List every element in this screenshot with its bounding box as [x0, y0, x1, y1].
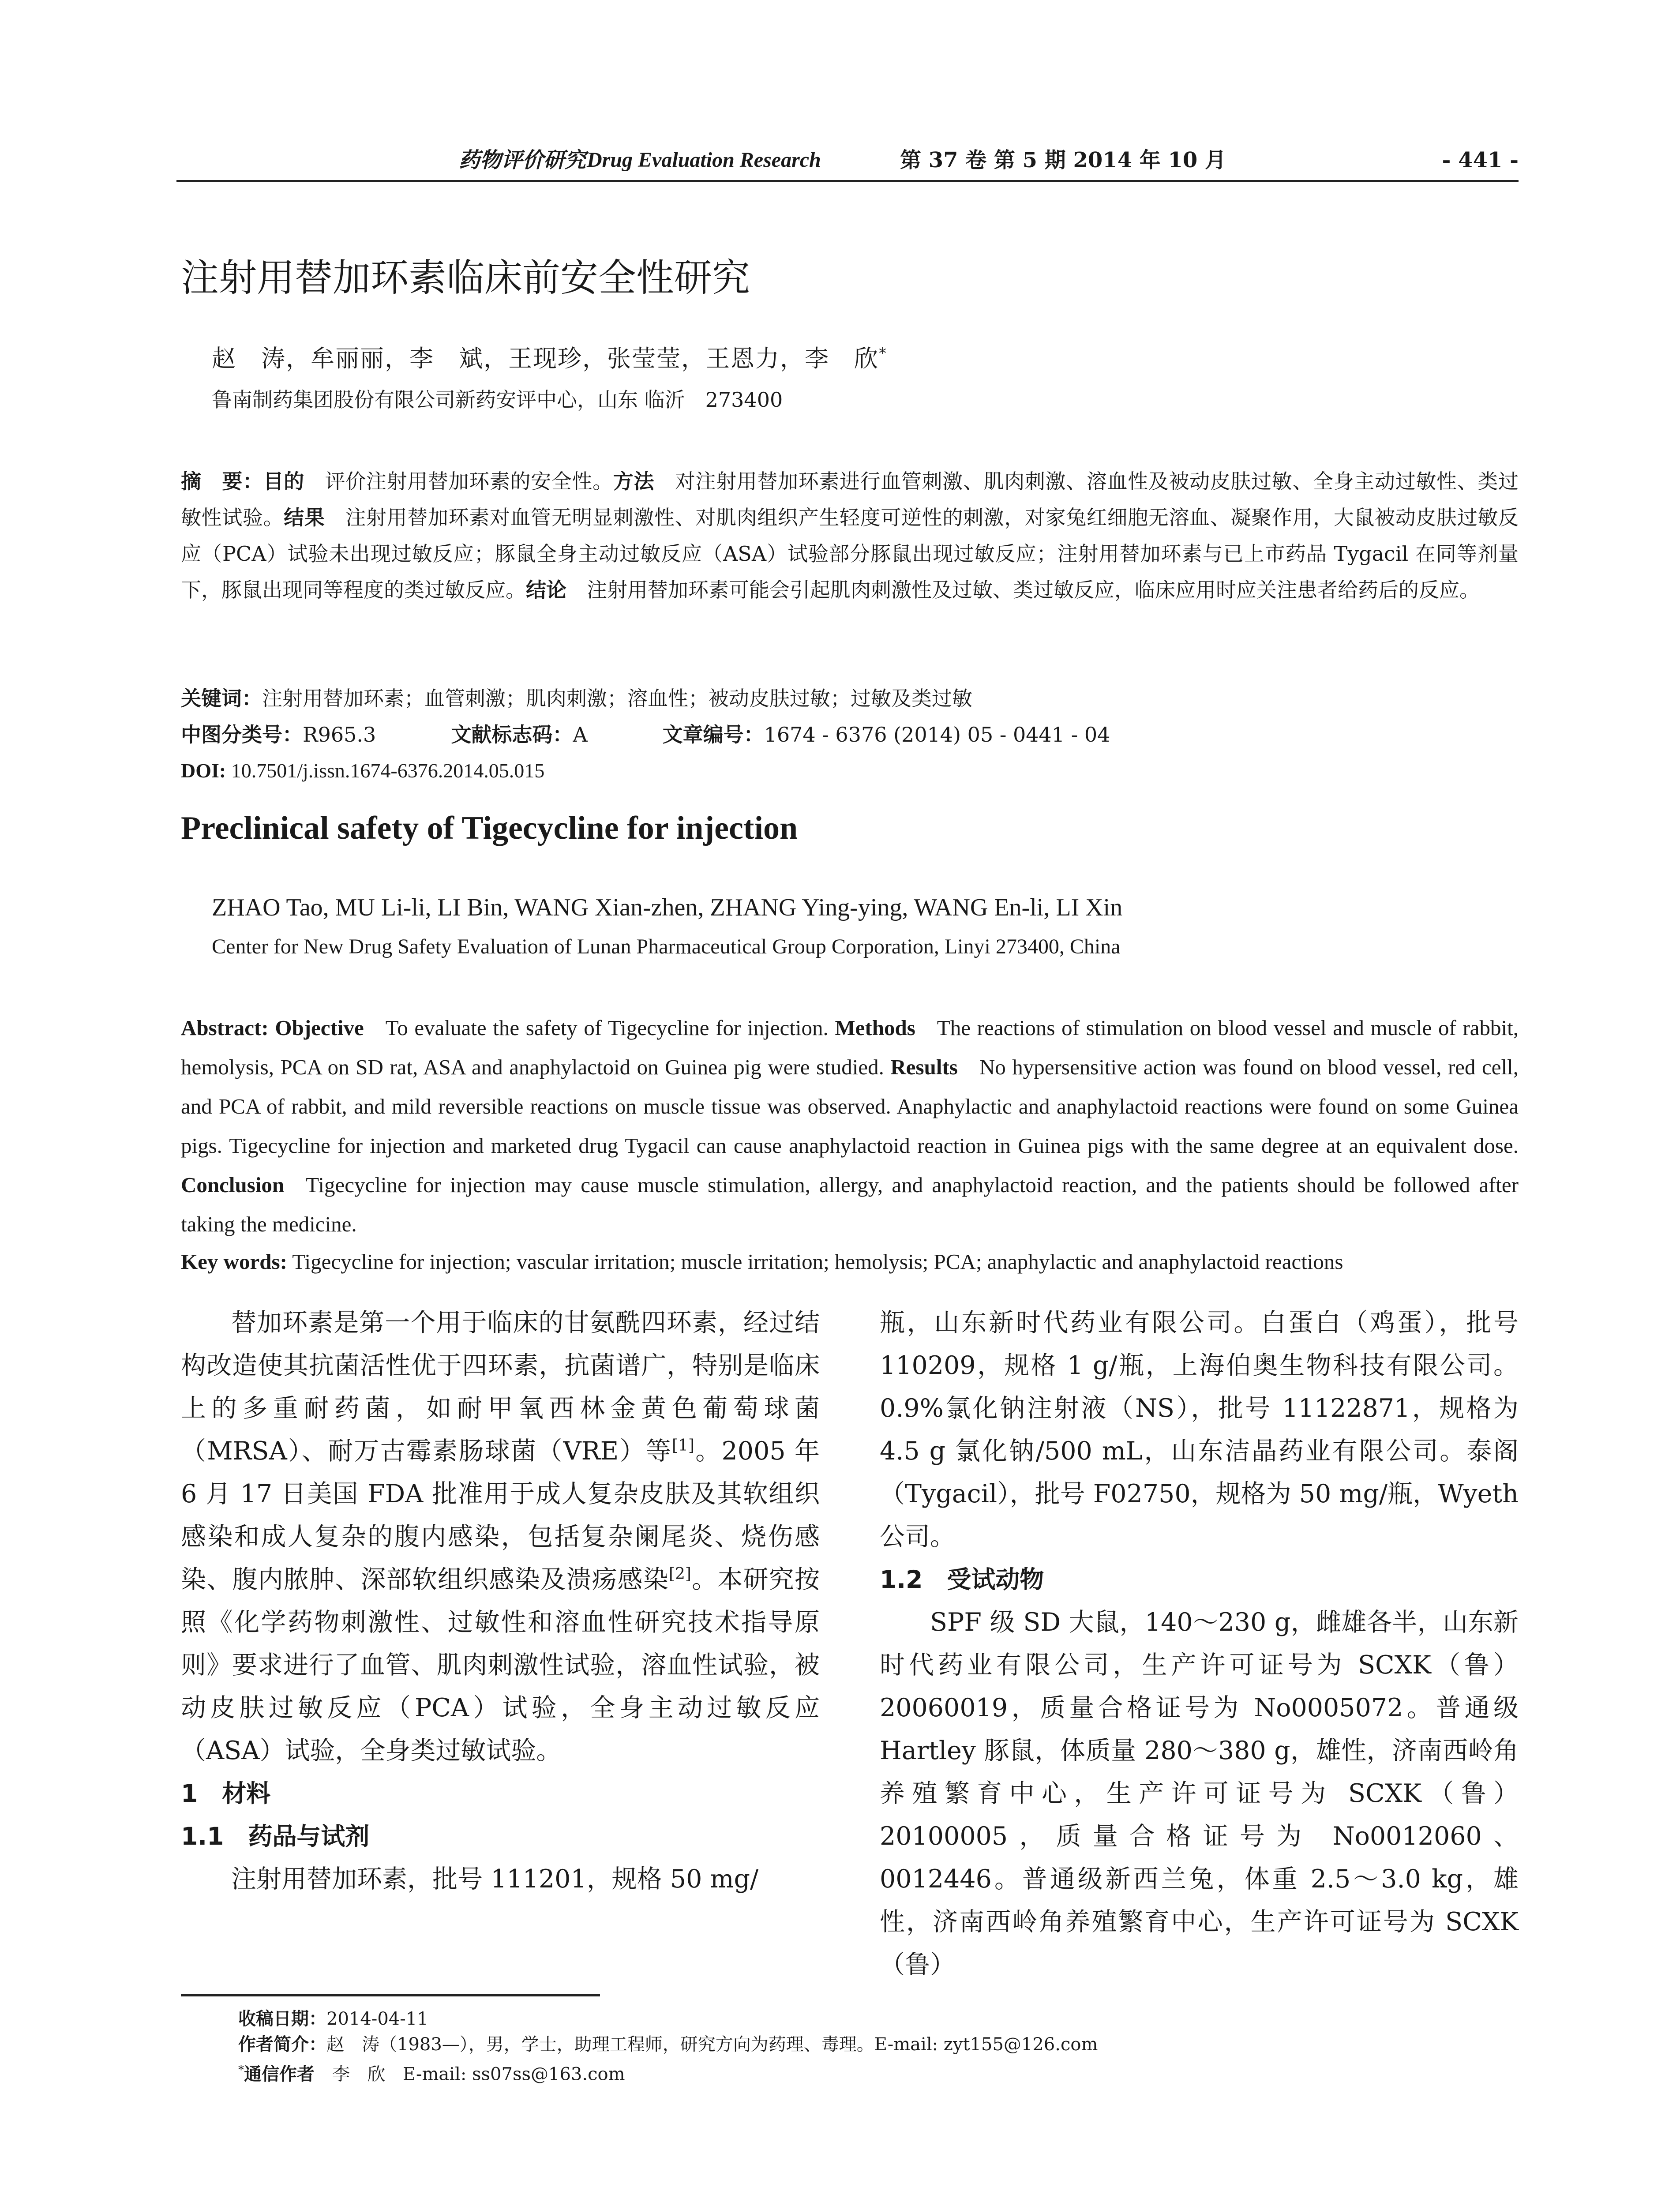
classification-line	[181, 717, 1110, 753]
conclusion-en: Tigecycline for injection may cause muscle stimulation, allergy, and anaphylactoid reaction, and the patients should be followed after taking the medicine.	[181, 1173, 1519, 1236]
article-no-value: 1674 - 6376 (2014) 05 - 0441 - 04	[764, 723, 1110, 747]
conclusion-en-label: Conclusion	[181, 1173, 285, 1197]
running-header	[176, 140, 1519, 182]
citation-1: [1]	[672, 1437, 694, 1455]
objective-en: To evaluate the safety of Tigecycline for injection.	[385, 1016, 829, 1040]
article-title-cn: 注射用替加环素临床前安全性研究	[181, 256, 750, 300]
conclusion-cn: 注射用替加环素可能会引起肌肉刺激性及过敏、类过敏反应，临床应用时应关注患者给药后的反应。	[587, 578, 1480, 602]
intro-text-2: 。2005 年 6 月 17 日美国 FDA 批准用于成人复杂皮肤及其软组织感染和成人复杂的腹内感染，包括复杂阑尾炎、烧伤感染、腹内脓肿、深部软组织感染及溃疡感染	[181, 1437, 820, 1594]
corr-label: 通信作者	[244, 2064, 315, 2085]
animals-paragraph: SPF 级 SD 大鼠，140～230 g，雌雄各半，山东新时代药业有限公司，生产许可证号为 SCXK（鲁）20060019，质量合格证号为 No0005072。普通级 Hartley 豚鼠，体质量 280～380 g，雄性，济南西岭角养殖繁育中心，生产许可证号为 SCXK（鲁）20100005，质量合格证号为 No0012060、0012446。普通级新西兰兔，体重 2.5～3.0 kg，雄性，济南西岭角养殖繁育中心，生产许可证号为 SCXK（鲁）	[880, 1608, 1519, 1979]
author-list-en: ZHAO Tao, MU Li-li, LI Bin, WANG Xian-zhen, ZHANG Ying-ying, WANG En-li, LI Xin	[212, 894, 1123, 921]
received-label: 收稿日期：	[238, 2009, 326, 2029]
abstract-cn	[181, 463, 1519, 608]
doi-line	[181, 753, 544, 789]
citation-2: [2]	[668, 1565, 691, 1583]
footnote-divider	[181, 1994, 600, 1996]
intro-text-1: 替加环素是第一个用于临床的甘氨酰四环素，经过结构改造使其抗菌活性优于四环素，抗菌谱广，特别是临床上的多重耐药菌，如耐甲氧西林金黄色葡萄球菌（MRSA）、耐万古霉素肠球菌（VRE）等	[181, 1308, 820, 1466]
methods-cn-label: 方法	[613, 469, 655, 493]
journal-name-en: Drug Evaluation Research	[587, 148, 821, 172]
keywords-cn-text: 注射用替加环素；血管刺激；肌肉刺激；溶血性；被动皮肤过敏；过敏及类过敏	[262, 687, 972, 710]
keywords-cn	[181, 680, 972, 717]
footnote-corresponding	[238, 2058, 625, 2086]
drugs-paragraph-start: 注射用替加环素，批号 111201，规格 50 mg/	[231, 1865, 759, 1894]
article-no-label: 文章编号：	[662, 723, 764, 747]
doi-value: 10.7501/j.issn.1674-6376.2014.05.015	[231, 759, 545, 782]
page-number: - 441 -	[1442, 148, 1519, 173]
objective-cn-label: 目的	[263, 469, 304, 493]
results-cn-label: 结果	[284, 506, 325, 529]
section-heading-1: 1 材料	[181, 1779, 271, 1808]
journal-logo-cn: 药物评价研究	[459, 148, 586, 173]
results-en: No hypersensitive action was found on blood vessel, red cell, and PCA of rabbit, and mild reversible reactions on muscle tissue was observed. Anaphylactic and anaphylactoid reactions were found on some Guinea pigs. Tigecycline for injection and marketed drug Tygacil can cause anaphylactoid reaction in Guinea pigs with the same degree at an equivalent dose.	[181, 1055, 1519, 1158]
affiliation-cn: 鲁南制药集团股份有限公司新药安评中心，山东 临沂 273400	[212, 388, 783, 412]
bio-label: 作者简介：	[238, 2034, 326, 2055]
corr-mark: *	[238, 2063, 244, 2077]
methods-en: The reactions of stimulation on blood vessel and muscle of rabbit, hemolysis, PCA on SD rat, ASA and anaphylactoid on Guinea pig were studied.	[181, 1016, 1519, 1079]
conclusion-cn-label: 结论	[526, 578, 566, 602]
objective-cn: 评价注射用替加环素的安全性。	[324, 469, 613, 493]
author-list-cn	[212, 340, 887, 374]
issue-info: 第 37 卷 第 5 期 2014 年 10 月	[900, 148, 1226, 173]
results-en-label: Results	[890, 1055, 958, 1079]
footnote-author-bio	[238, 2032, 1098, 2057]
corr-text: 李 欣 E-mail: ss07ss@163.com	[332, 2064, 625, 2085]
article-title-en: Preclinical safety of Tigecycline for injection	[181, 810, 798, 846]
keywords-en-label: Key words:	[181, 1249, 287, 1274]
doc-code-label: 文献标志码：	[451, 723, 573, 747]
methods-cn: 对注射用替加环素进行血管刺激、肌肉刺激、溶血性及被动皮肤过敏、全身主动过敏性、类过敏性试验。	[181, 469, 1519, 529]
methods-en-label: Methods	[835, 1016, 915, 1040]
body-column-left	[181, 1302, 820, 1901]
affiliation-en: Center for New Drug Safety Evaluation of Lunan Pharmaceutical Group Corporation, Linyi 273400, China	[212, 935, 1121, 958]
bio-text: 赵 涛（1983—），男，学士，助理工程师，研究方向为药理、毒理。E-mail: zyt155@126.com	[326, 2034, 1098, 2055]
objective-en-label: Objective	[275, 1016, 364, 1040]
doi-label: DOI:	[181, 759, 226, 782]
intro-paragraph	[181, 1302, 820, 1772]
keywords-en	[181, 1242, 1519, 1281]
corresponding-mark: *	[879, 345, 887, 362]
results-cn: 注射用替加环素对血管无明显刺激性、对肌肉组织产生轻度可逆性的刺激，对家兔红细胞无溶血、凝聚作用，大鼠被动皮肤过敏反应（PCA）试验未出现过敏反应；豚鼠全身主动过敏反应（ASA）试验部分豚鼠出现过敏反应；注射用替加环素与已上市药品 Tygacil 在同等剂量下，豚鼠出现同等程度的类过敏反应。	[181, 506, 1519, 602]
keywords-en-text: Tigecycline for injection; vascular irritation; muscle irritation; hemolysis; PCA; anaphylactic and anaphylactoid reactions	[292, 1249, 1343, 1274]
clc-label: 中图分类号：	[181, 723, 303, 747]
intro-text-3: 。本研究按照《化学药物刺激性、过敏性和溶血性研究技术指导原则》要求进行了血管、肌肉刺激性试验，溶血性试验，被动皮肤过敏反应（PCA）试验，全身主动过敏反应（ASA）试验，全身类过敏试验。	[181, 1565, 820, 1765]
clc-value: R965.3	[303, 723, 376, 747]
authors-cn-text: 赵 涛，牟丽丽，李 斌，王现珍，张莹莹，王恩力，李 欣	[212, 345, 879, 372]
keywords-cn-label: 关键词：	[181, 687, 262, 710]
abstract-en	[181, 1008, 1519, 1244]
drugs-paragraph-cont: 瓶，山东新时代药业有限公司。白蛋白（鸡蛋），批号 110209，规格 1 g/瓶，上海伯奥生物科技有限公司。0.9%氯化钠注射液（NS），批号 11122871，规格为 4.5 g 氯化钠/500 mL，山东洁晶药业有限公司。泰阁（Tygacil），批号 F02750，规格为 50 mg/瓶，Wyeth 公司。	[880, 1308, 1519, 1551]
abstract-cn-label: 摘 要：	[181, 469, 263, 493]
abstract-en-label: Abstract:	[181, 1016, 269, 1040]
section-heading-1-2: 1.2 受试动物	[880, 1565, 1044, 1594]
received-date: 2014-04-11	[326, 2009, 428, 2029]
footnote-received	[238, 2007, 428, 2031]
section-heading-1-1: 1.1 药品与试剂	[181, 1822, 370, 1850]
body-column-right	[880, 1302, 1519, 1986]
doc-code-value: A	[573, 723, 588, 747]
